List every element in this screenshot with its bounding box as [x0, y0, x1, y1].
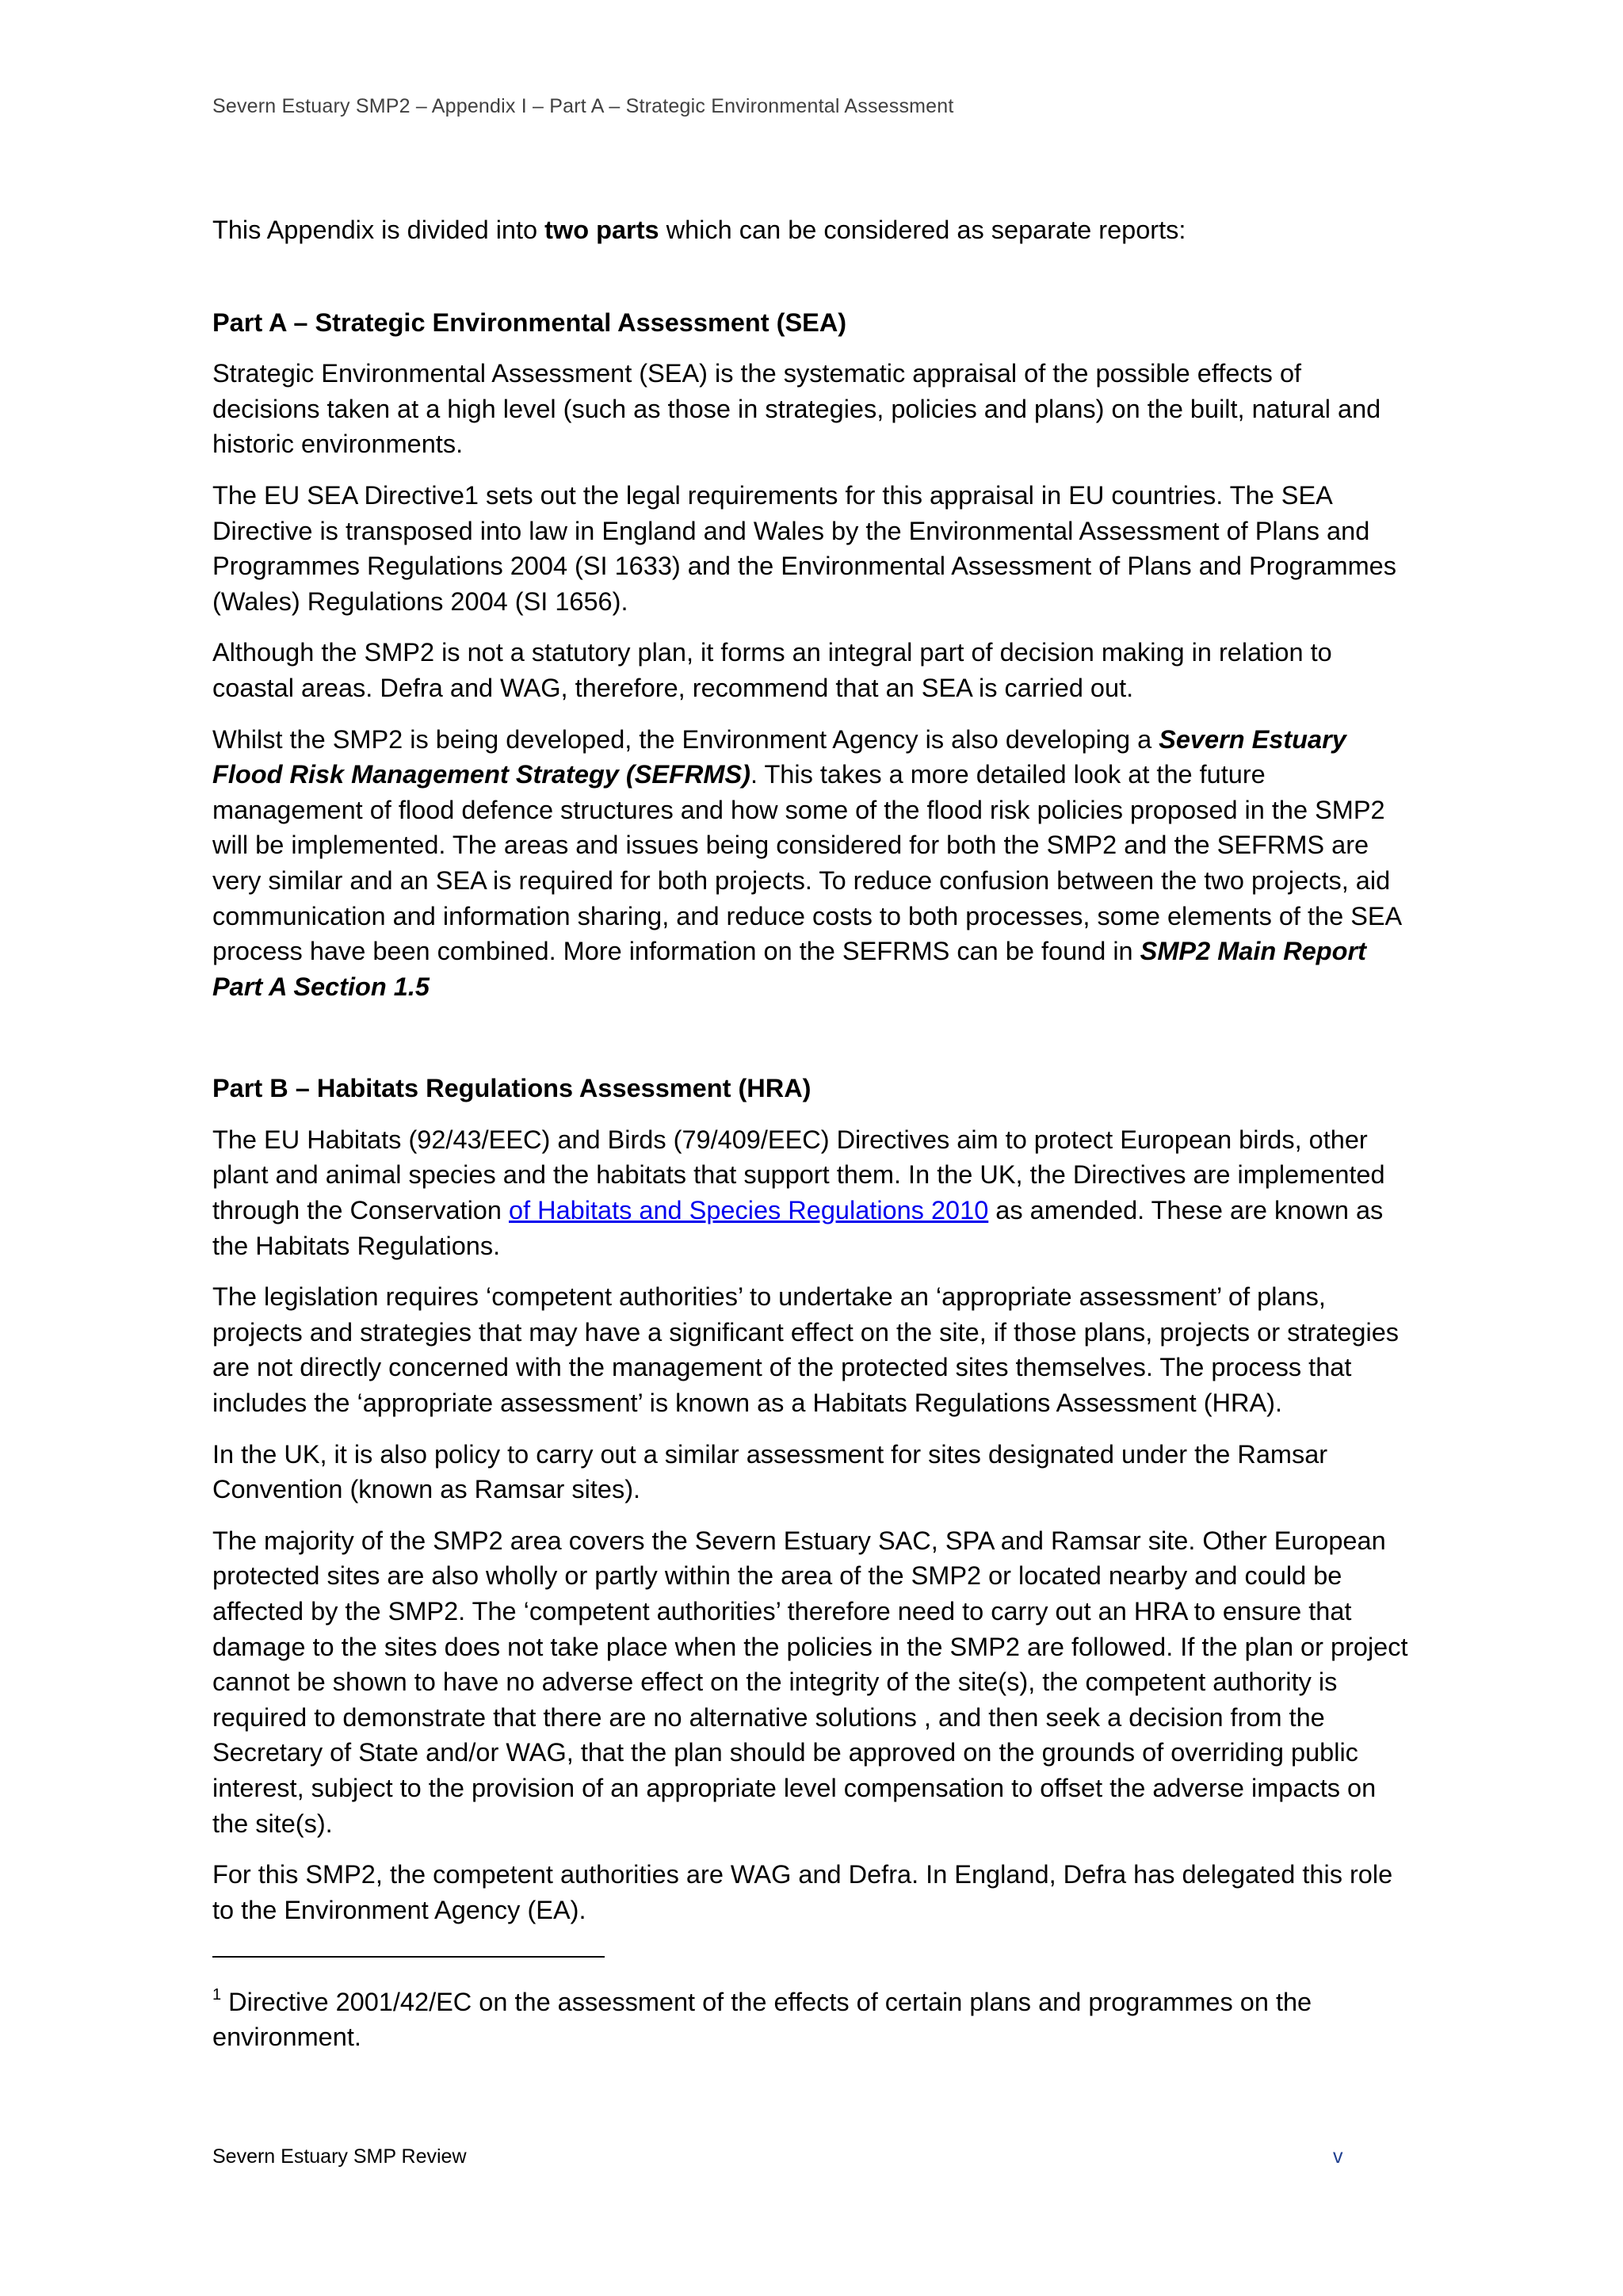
sefrms-strategy-name: Severn Estuary Flood Risk Management Strategy (SEFRMS)	[212, 724, 1346, 789]
part-b-paragraph-4: The majority of the SMP2 area covers the Severn Estuary SAC, SPA and Ramsar site. Other European protected sites are also wholly or partly within the area of the SMP2 or located nearby and could be affected by the SMP2. The ‘competent authorities’ therefore need to carry out an HRA to ensure that damage to the sites does not take place when the policies in the SMP2 are followed. If the plan or project cannot be shown to have no adverse effect on the integrity of the site(s), the competent authority is required to demonstrate that there are no alternative solutions , and then seek a decision from the Secretary of State and/or WAG, that the plan should be approved on the grounds of overriding public interest, subject to the provision of an appropriate level compensation to offset the adverse impacts on the site(s).	[212, 1526, 1408, 1838]
part-a-heading: Part A – Strategic Environmental Assessment (SEA)	[212, 308, 847, 337]
intro-bold-phrase: two parts	[544, 216, 659, 244]
intro-text-end: which can be considered as separate reports:	[659, 216, 1186, 244]
footer-page-number: v	[1333, 2145, 1343, 2168]
part-b-paragraph-5: For this SMP2, the competent authorities are WAG and Defra. In England, Defra has delegated this role to the Environment Agency (EA).	[212, 1860, 1393, 1924]
footer-document-title: Severn Estuary SMP Review	[212, 2145, 467, 2168]
footnote-marker: 1	[212, 1986, 222, 2004]
part-a-paragraph-4	[212, 722, 1409, 1005]
part-b-paragraph-3: In the UK, it is also policy to carry out a similar assessment for sites designated under the Ramsar Convention (known as Ramsar sites).	[212, 1439, 1328, 1504]
intro-paragraph	[212, 212, 1409, 248]
part-b-heading: Part B – Habitats Regulations Assessment (HRA)	[212, 1074, 812, 1103]
part-a-paragraph-3: Although the SMP2 is not a statutory plan, it forms an integral part of decision making in relation to coastal areas. Defra and WAG, therefore, recommend that an SEA is carried out.	[212, 638, 1332, 702]
document-body	[212, 212, 1409, 2054]
part-b-paragraph-1	[212, 1122, 1409, 1263]
part-a-p4-start: Whilst the SMP2 is being developed, the Environment Agency is also developing a	[212, 724, 1159, 754]
footnote	[212, 1985, 1409, 2054]
habitats-regulations-link[interactable]: of Habitats and Species Regulations 2010	[509, 1196, 989, 1225]
footnote-separator	[212, 1956, 605, 1958]
footnote-text: Directive 2001/42/EC on the assessment of the effects of certain plans and programmes on the environment.	[212, 1988, 1312, 2052]
intro-text-start: This Appendix is divided into	[212, 216, 545, 244]
part-a-paragraph-1: Strategic Environmental Assessment (SEA) is the systematic appraisal of the possible effects of decisions taken at a high level (such as those in strategies, policies and plans) on the built, natural and historic environments.	[212, 359, 1381, 459]
part-b-p1-end: as amended. These are known as the Habitats Regulations.	[212, 1196, 1384, 1260]
running-header: Severn Estuary SMP2 – Appendix I – Part A – Strategic Environmental Assessment	[212, 95, 954, 117]
part-b-paragraph-2: The legislation requires ‘competent authorities’ to undertake an ‘appropriate assessment’ of plans, projects and strategies that may have a significant effect on the site, if those plans, projects or strategies are not directly concerned with the management of the protected sites themselves. The process that includes the ‘appropriate assessment’ is known as a Habitats Regulations Assessment (HRA).	[212, 1282, 1400, 1418]
part-a-p4-middle: . This takes a more detailed look at the future management of flood defence structures and how some of the flood risk policies proposed in the SMP2 will be implemented. The areas and issues being considered for both the SMP2 and the SEFRMS are very similar and an SEA is required for both projects. To reduce confusion between the two projects, aid communication and information sharing, and reduce costs to both processes, some elements of the SEA process have been combined. More information on the SEFRMS can be found in	[212, 760, 1401, 966]
main-report-reference: SMP2 Main Report Part A Section 1.5	[212, 937, 1366, 1001]
part-a-paragraph-2: The EU SEA Directive1 sets out the legal requirements for this appraisal in EU countries. The SEA Directive is transposed into law in England and Wales by the Environmental Assessment of Plans and Programmes Regulations 2004 (SI 1633) and the Environmental Assessment of Plans and Programmes (Wales) Regulations 2004 (SI 1656).	[212, 480, 1396, 616]
part-b-p1-start: The EU Habitats (92/43/EEC) and Birds (79/409/EEC) Directives aim to protect European birds, other plant and animal species and the habitats that support them. In the UK, the Directives are implemented through the Conservation	[212, 1125, 1385, 1225]
